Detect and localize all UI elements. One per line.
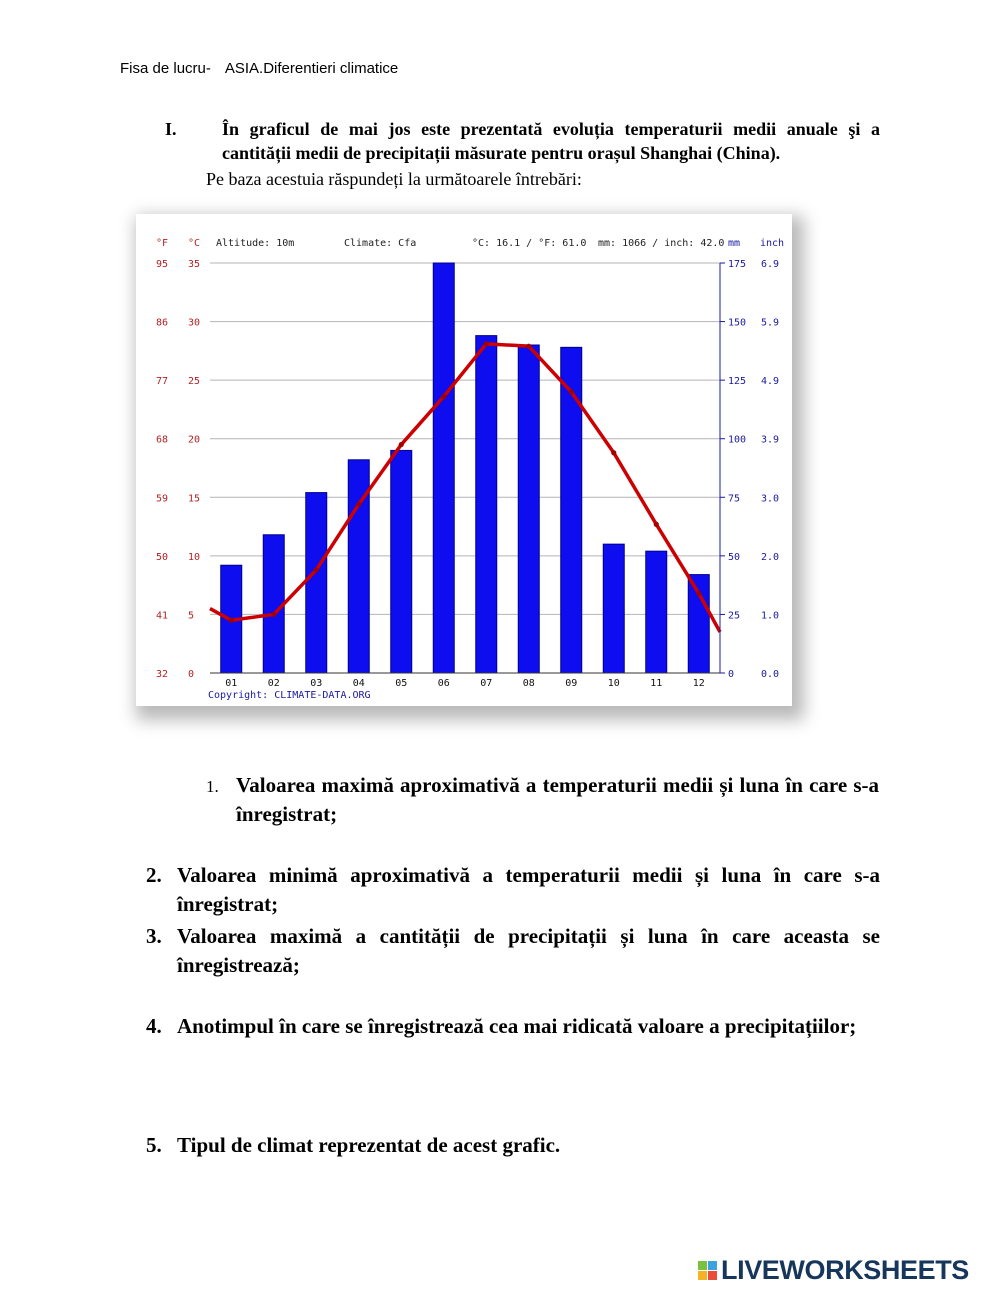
section-title: În graficul de mai jos este prezentată evoluția temperaturii medii anuale şi a cantității medii de precipitații măsurate pentru orașul Shanghai (China).: [222, 119, 880, 163]
question-2-number: 2.: [146, 863, 162, 887]
question-5-number: 5.: [146, 1133, 162, 1157]
tick-label-mm: 50: [728, 551, 741, 563]
tick-label-celsius: 10: [188, 551, 201, 563]
liveworksheets-logo-text: LIVEWORKSHEETS: [721, 1254, 969, 1285]
logo-icon-tile: [708, 1271, 717, 1280]
month-label: 07: [480, 678, 493, 689]
tick-label-fahrenheit: 68: [156, 434, 169, 446]
tick-label-mm: 75: [728, 493, 741, 505]
tick-label-mm: 0: [728, 669, 735, 680]
temperature-point: [271, 612, 276, 617]
temperature-point: [441, 394, 446, 399]
precipitation-bar: [518, 345, 539, 673]
question-2-text: Valoarea minimă aproximativă a temperaturii medii și luna în care s-a înregistrat;: [177, 863, 880, 916]
tick-label-inch: 2.0: [761, 551, 780, 563]
unit-label-mm: mm: [728, 238, 741, 249]
month-label: 06: [437, 678, 450, 689]
precipitation-bar: [306, 493, 327, 673]
question-1-text: Valoarea maximă aproximativă a temperaturii medii și luna în care s-a înregistrat;: [236, 773, 879, 826]
liveworksheets-logo-icon: [698, 1261, 717, 1280]
month-label: 11: [650, 678, 663, 689]
temperature-point: [229, 618, 234, 623]
tick-label-inch: 5.9: [761, 317, 780, 329]
precipitation-bar: [561, 347, 582, 673]
tick-label-fahrenheit: 50: [156, 551, 169, 563]
tick-label-fahrenheit: 86: [156, 317, 169, 329]
precipitation-bar: [688, 575, 709, 673]
precipitation-bar: [646, 551, 667, 673]
temperature-point: [611, 450, 616, 455]
precipitation-bar: [476, 336, 497, 673]
chart-precip-average: mm: 1066 / inch: 42.0: [598, 238, 725, 249]
temperature-point: [569, 389, 574, 394]
month-label: 02: [267, 678, 280, 689]
precipitation-bar: [391, 450, 412, 673]
tick-label-celsius: 35: [188, 259, 201, 270]
temperature-point: [356, 502, 361, 507]
tick-label-inch: 0.0: [761, 669, 780, 680]
tick-label-mm: 150: [728, 317, 747, 329]
month-label: 03: [310, 678, 323, 689]
temperature-point: [654, 522, 659, 527]
section-subtitle: Pe baza acestuia răspundeți la următoarele întrebări:: [206, 169, 582, 189]
question-5-text: Tipul de climat reprezentat de acest grafic.: [177, 1133, 561, 1157]
month-label: 12: [692, 678, 705, 689]
tick-label-mm: 100: [728, 434, 747, 446]
climate-chart-svg: [136, 214, 792, 706]
tick-label-celsius: 15: [188, 493, 201, 505]
month-label: 01: [225, 678, 238, 689]
unit-label-inch: inch: [760, 238, 785, 249]
question-4: [146, 1012, 880, 1041]
tick-label-celsius: 20: [188, 434, 201, 446]
worksheet-header: [120, 60, 398, 77]
tick-label-fahrenheit: 41: [156, 610, 169, 622]
tick-label-inch: 1.0: [761, 610, 780, 622]
month-label: 05: [395, 678, 408, 689]
climate-chart: [136, 214, 792, 706]
month-label: 04: [352, 678, 365, 689]
tick-label-mm: 175: [728, 259, 747, 270]
temperature-line: [210, 344, 720, 632]
logo-icon-tile: [698, 1261, 707, 1270]
header-title: ASIA.Diferentieri climatice: [224, 60, 399, 77]
temperature-point: [314, 567, 319, 572]
tick-label-fahrenheit: 95: [156, 259, 169, 270]
tick-label-inch: 4.9: [761, 376, 780, 388]
logo-icon-tile: [698, 1271, 707, 1280]
chart-copyright: Copyright: CLIMATE-DATA.ORG: [208, 690, 371, 701]
precipitation-bar: [603, 544, 624, 673]
question-2: [146, 861, 880, 919]
precipitation-bar: [263, 535, 284, 673]
tick-label-celsius: 25: [188, 376, 201, 388]
section-number: I.: [165, 119, 177, 139]
header-prefix: Fisa de lucru-: [120, 60, 211, 77]
question-3: [146, 922, 880, 980]
month-label: 10: [607, 678, 620, 689]
chart-climate: Climate: Cfa: [344, 238, 417, 249]
question-3-number: 3.: [146, 924, 162, 948]
tick-label-celsius: 30: [188, 317, 201, 329]
question-4-text: Anotimpul în care se înregistrează cea mai ridicată valoare a precipitațiilor;: [177, 1014, 857, 1038]
logo-icon-tile: [708, 1261, 717, 1270]
precipitation-bar: [433, 263, 454, 673]
temperature-point: [526, 344, 531, 349]
tick-label-mm: 125: [728, 376, 747, 388]
tick-label-inch: 3.0: [761, 493, 780, 505]
month-label: 08: [522, 678, 535, 689]
tick-label-inch: 6.9: [761, 259, 780, 270]
tick-label-fahrenheit: 59: [156, 493, 169, 505]
unit-label-c: °C: [188, 238, 201, 249]
question-5: [146, 1131, 880, 1160]
liveworksheets-logo: [698, 1255, 969, 1285]
temperature-point: [399, 442, 404, 447]
question-1-number: 1.: [206, 777, 219, 796]
tick-label-celsius: 5: [188, 610, 195, 622]
month-label: 09: [565, 678, 578, 689]
temperature-point: [696, 591, 701, 596]
temperature-point: [484, 341, 489, 346]
unit-label-f: °F: [156, 238, 169, 249]
chart-temp-average: °C: 16.1 / °F: 61.0: [472, 238, 587, 249]
tick-label-celsius: 0: [188, 669, 195, 680]
question-3-text: Valoarea maximă a cantității de precipitații și luna în care aceasta se înregistrează;: [177, 924, 880, 977]
chart-altitude: Altitude: 10m: [216, 238, 295, 249]
tick-label-fahrenheit: 77: [156, 376, 169, 388]
tick-label-fahrenheit: 32: [156, 669, 169, 680]
question-4-number: 4.: [146, 1014, 162, 1038]
tick-label-mm: 25: [728, 610, 741, 622]
tick-label-inch: 3.9: [761, 434, 780, 446]
